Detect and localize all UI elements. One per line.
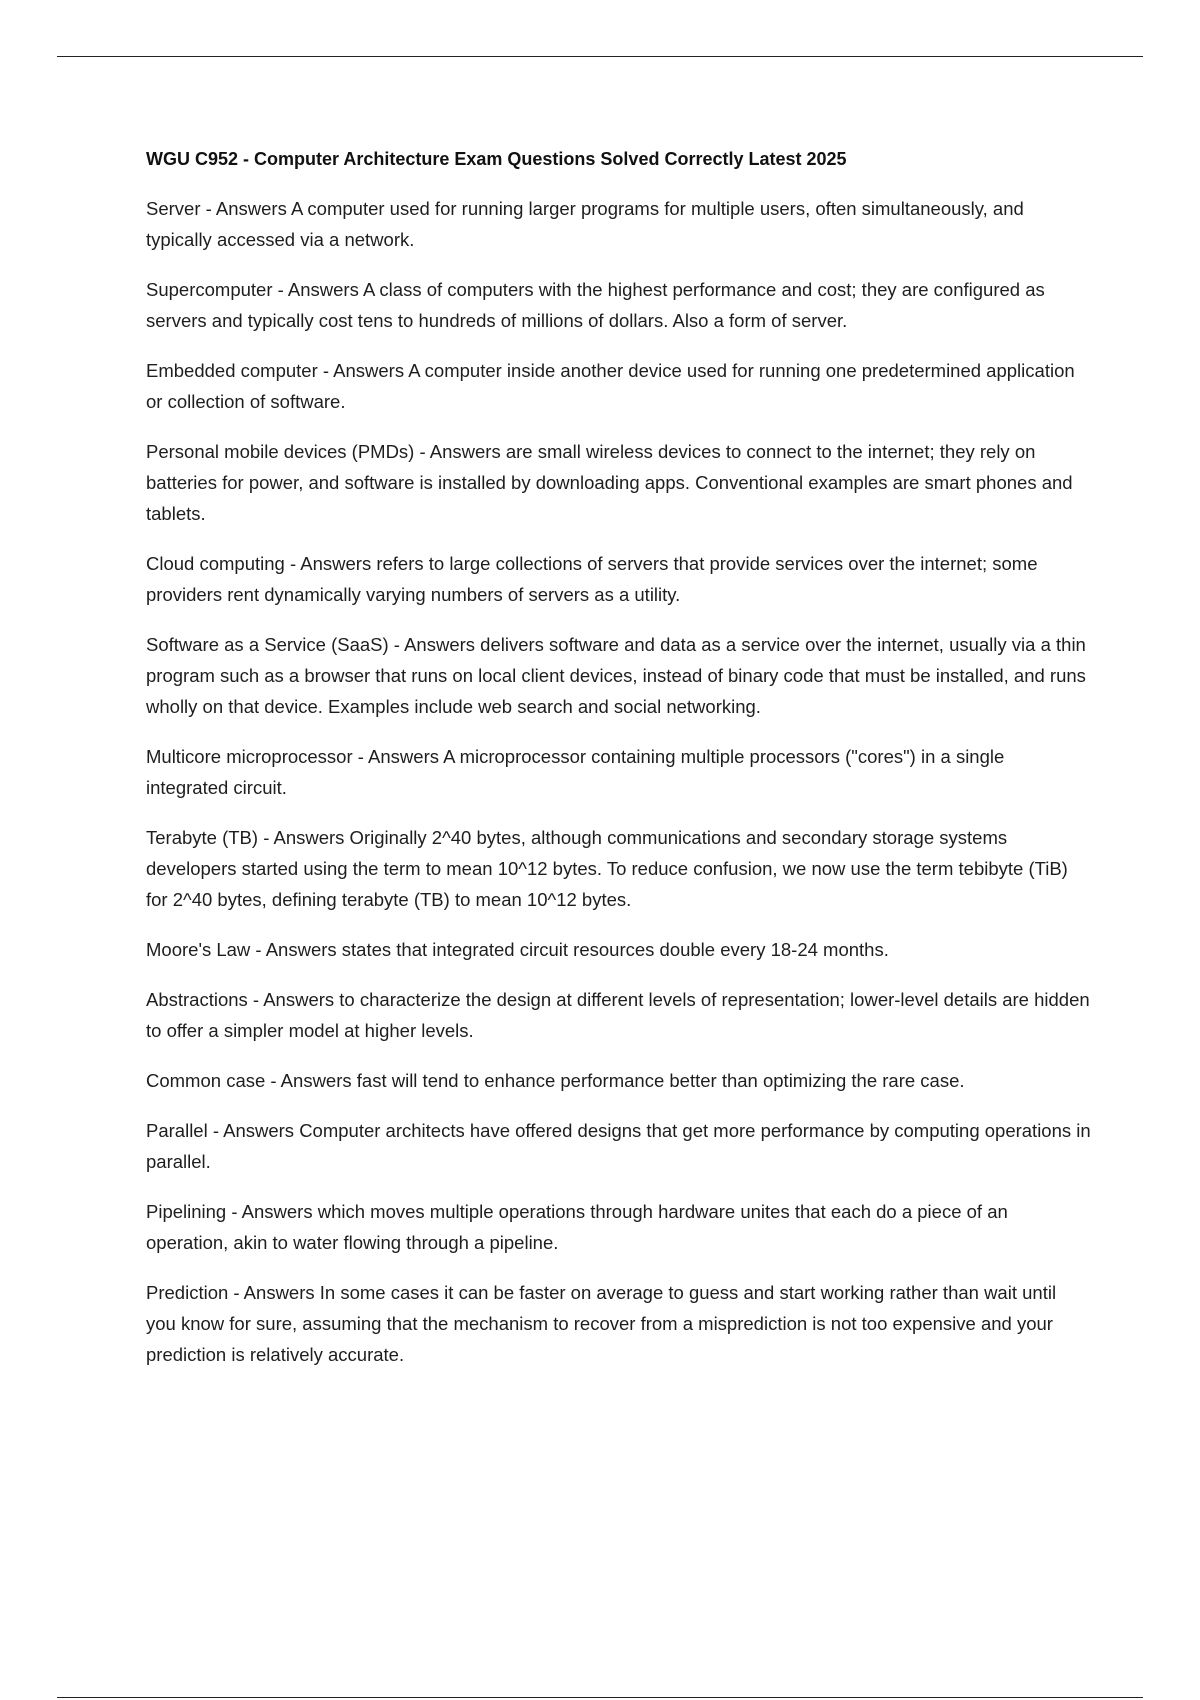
entry-pipelining: Pipelining - Answers which moves multiple operations through hardware unites that each do a piece of an operation, akin to water flowing through a pipeline. — [146, 1201, 1008, 1253]
entry-prediction: Prediction - Answers In some cases it can be faster on average to guess and start working rather than wait until you know for sure, assuming that the mechanism to recover from a misprediction is not too expensive and your prediction is relatively accurate. — [146, 1282, 1057, 1365]
entry-server: Server - Answers A computer used for running larger programs for multiple users, often simultaneously, and typically accessed via a network. — [146, 198, 1024, 250]
entry-abstractions: Abstractions - Answers to characterize the design at different levels of representation; lower-level details are hidden to offer a simpler model at higher levels. — [146, 989, 1090, 1041]
entry-common-case: Common case - Answers fast will tend to enhance performance better than optimizing the rare case. — [146, 1070, 965, 1091]
header-rule — [57, 56, 1143, 57]
entry-multicore-microprocessor: Multicore microprocessor - Answers A microprocessor containing multiple processors ("cores") in a single integrated circuit. — [146, 746, 1005, 798]
document-body — [146, 146, 1091, 1389]
entry-embedded-computer: Embedded computer - Answers A computer inside another device used for running one predetermined application or collection of software. — [146, 360, 1075, 412]
entry-supercomputer: Supercomputer - Answers A class of computers with the highest performance and cost; they are configured as servers and typically cost tens to hundreds of millions of dollars. Also a form of server. — [146, 279, 1045, 331]
entry-moores-law: Moore's Law - Answers states that integrated circuit resources double every 18-24 months. — [146, 939, 889, 960]
entry-terabyte: Terabyte (TB) - Answers Originally 2^40 bytes, although communications and secondary storage systems developers started using the term to mean 10^12 bytes. To reduce confusion, we now use the term tebibyte (TiB) for 2^40 bytes, defining terabyte (TB) to mean 10^12 bytes. — [146, 827, 1068, 910]
footer-rule — [57, 1697, 1143, 1698]
entry-software-as-a-service: Software as a Service (SaaS) - Answers delivers software and data as a service over the internet, usually via a thin program such as a browser that runs on local client devices, instead of binary code that must be installed, and runs wholly on that device. Examples include web search and social networking. — [146, 634, 1086, 717]
entry-cloud-computing: Cloud computing - Answers refers to large collections of servers that provide services over the internet; some providers rent dynamically varying numbers of servers as a utility. — [146, 553, 1038, 605]
entry-parallel: Parallel - Answers Computer architects have offered designs that get more performance by computing operations in parallel. — [146, 1120, 1091, 1172]
document-title: WGU C952 - Computer Architecture Exam Questions Solved Correctly Latest 2025 — [146, 149, 847, 169]
entry-personal-mobile-devices: Personal mobile devices (PMDs) - Answers are small wireless devices to connect to the internet; they rely on batteries for power, and software is installed by downloading apps. Conventional examples are smart phones and tablets. — [146, 441, 1073, 524]
